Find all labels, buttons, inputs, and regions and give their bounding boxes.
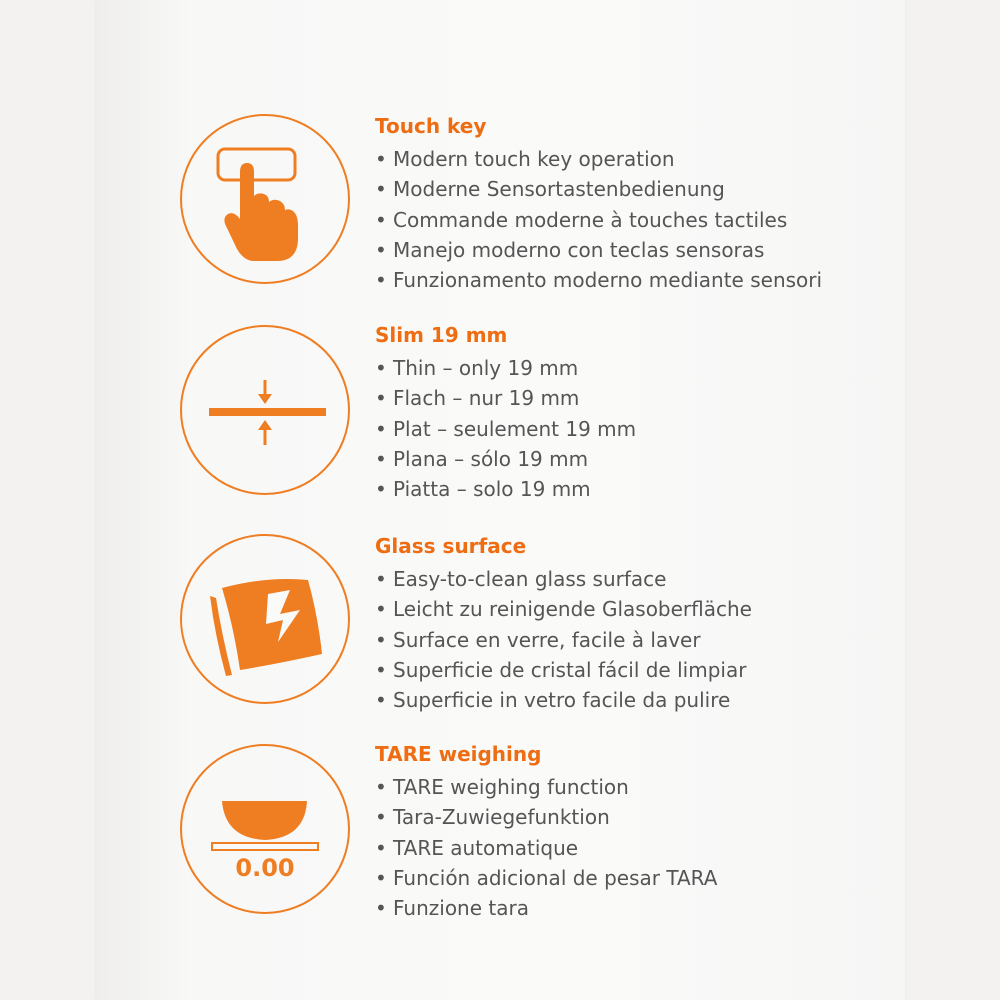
feature-sheet (95, 0, 905, 1000)
list-item: • Commande moderne à touches tactiles (375, 207, 788, 232)
list-item: • Superficie de cristal fácil de limpiar (375, 657, 747, 682)
list-item: • Flach – nur 19 mm (375, 386, 580, 411)
feature-heading: Glass surface (375, 534, 527, 558)
list-item: • Plana – sólo 19 mm (375, 446, 589, 471)
list-item: • Piatta – solo 19 mm (375, 477, 591, 502)
tare-bowl-icon (180, 744, 350, 914)
feature-touch-key (95, 114, 905, 314)
tare-readout: 0.00 (235, 854, 295, 882)
list-item: • Función adicional de pesar TARA (375, 865, 718, 890)
feature-heading: TARE weighing (375, 742, 542, 766)
list-item: • Leicht zu reinigende Glasoberfläche (375, 597, 752, 622)
list-item: • Superficie in vetro facile da pulire (375, 688, 731, 713)
glass-surface-icon (180, 534, 350, 704)
feature-slim (95, 323, 905, 523)
feature-tare (95, 742, 905, 942)
touch-key-icon (180, 114, 350, 284)
list-item: • Thin – only 19 mm (375, 356, 579, 380)
list-item: • Funzione tara (375, 896, 529, 921)
list-item: • Moderne Sensortastenbedienung (375, 177, 725, 202)
list-item: • Surface en verre, facile à laver (375, 627, 701, 652)
list-item: • Easy-to-clean glass surface (375, 567, 667, 591)
list-item: • Funzionamento moderno mediante sensori (375, 268, 823, 293)
feature-heading: Touch key (375, 114, 487, 138)
feature-heading: Slim 19 mm (375, 323, 508, 347)
list-item: • Manejo moderno con teclas sensoras (375, 237, 765, 262)
list-item: • TARE weighing function (375, 775, 629, 799)
list-item: • Plat – seulement 19 mm (375, 416, 637, 441)
feature-glass-surface (95, 534, 905, 734)
list-item: • Tara-Zuwiegefunktion (375, 805, 610, 830)
list-item: • TARE automatique (375, 835, 579, 860)
slim-thickness-icon (180, 325, 350, 495)
list-item: • Modern touch key operation (375, 147, 675, 171)
